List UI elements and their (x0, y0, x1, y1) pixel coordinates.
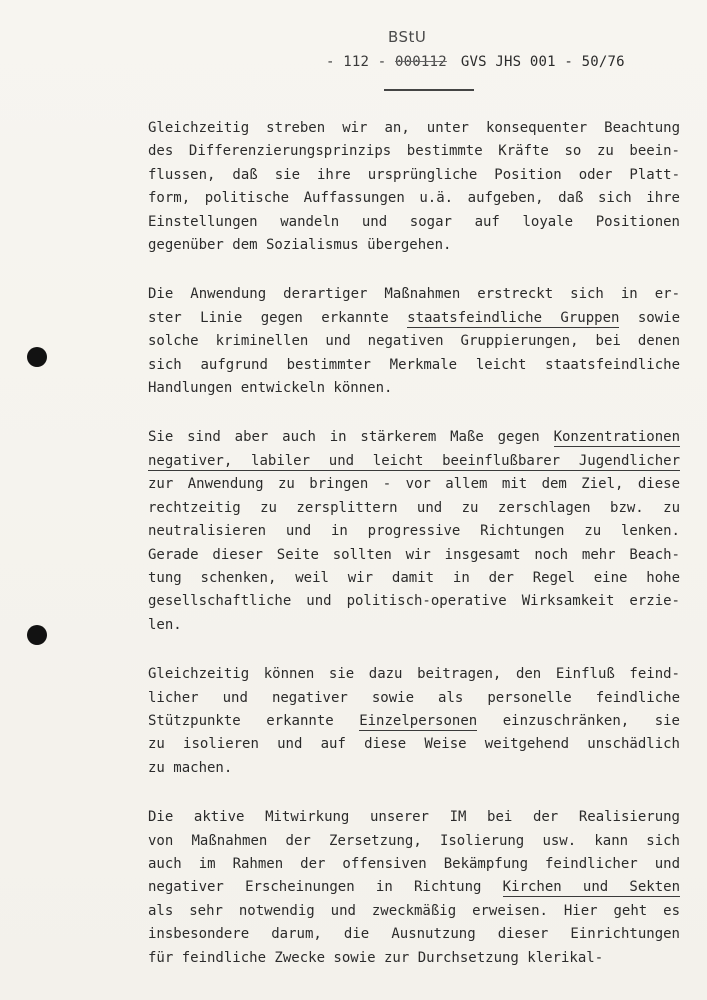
archive-number: 000112 (395, 54, 447, 70)
text-line: solche kriminellen und negativen Gruppierungen, bei denen (148, 333, 680, 350)
text-line: Die Anwendung derartiger Maßnahmen erstreckt sich in er- (148, 286, 680, 303)
header-rule (384, 89, 474, 91)
paragraph (148, 283, 680, 400)
paragraph (148, 426, 680, 637)
punch-hole-lower (27, 625, 47, 645)
text-segment: sowie (619, 309, 681, 326)
text-line (148, 426, 680, 449)
text-line: sich aufgrund bestimmter Merkmale leicht staatsfeindliche (148, 356, 680, 373)
text-segment: ster Linie gegen erkannte (148, 309, 408, 326)
text-line: Gerade dieser Seite sollten wir insgesamt noch mehr Beach- (148, 546, 680, 563)
text-line (148, 450, 680, 473)
text-line: auch im Rahmen der offensiven Bekämpfung feindlicher und (148, 855, 680, 872)
archive-stamp: BStU (388, 28, 427, 46)
text-line: neutralisieren und in progressive Richtungen zu lenken. (148, 523, 680, 540)
underlined-term: Kirchen und Sekten (502, 879, 681, 896)
classification-reference: GVS JHS 001 - 50/76 (460, 54, 625, 70)
text-line: Gleichzeitig streben wir an, unter konsequenter Beachtung (148, 120, 680, 136)
text-line: Gleichzeitig können sie dazu beitragen, den Einfluß feind- (148, 666, 680, 683)
text-line: rechtzeitig zu zersplittern und zu zerschlagen bzw. zu (148, 499, 680, 516)
paragraph (148, 117, 680, 257)
text-line: Handlungen entwickeln können. (148, 380, 393, 397)
text-line: zur Anwendung zu bringen - vor allem mit dem Ziel, diese (148, 476, 680, 493)
text-line: insbesondere darum, die Ausnutzung dieser Einrichtungen (148, 926, 680, 943)
underlined-term: Einzelpersonen (359, 712, 478, 729)
text-line: von Maßnahmen der Zersetzung, Isolierung usw. kann sich (148, 832, 680, 849)
underlined-term: staatsfeindliche Gruppen (407, 309, 620, 326)
text-line: flussen, daß sie ihre ursprüngliche Position oder Platt- (148, 166, 680, 183)
text-line: licher und negativer sowie als personelle feindliche (148, 689, 680, 706)
text-line: len. (148, 616, 182, 633)
text-line (148, 876, 680, 899)
body-text (148, 117, 680, 996)
text-line: als sehr notwendig und zweckmäßig erweisen. Hier geht es (148, 902, 680, 919)
underlined-term: Konzentrationen (553, 429, 680, 446)
text-line (148, 710, 680, 733)
text-line: Die aktive Mitwirkung unserer IM bei der Realisierung (148, 809, 680, 826)
reference-line (326, 54, 625, 70)
text-line: für feindliche Zwecke sowie zur Durchsetzung klerikal- (148, 949, 604, 966)
page-reference: - 112 - (326, 54, 387, 70)
text-segment: Stützpunkte erkannte (148, 712, 360, 729)
text-line: zu isolieren und auf diese Weise weitgehend unschädlich (148, 736, 680, 753)
text-line: tung schenken, weil wir damit in der Regel eine hohe (148, 569, 680, 586)
text-segment: Sie sind aber auch in stärkerem Maße gegen (148, 429, 554, 446)
text-segment: negativer Erscheinungen in Richtung (148, 879, 503, 896)
text-line: gesellschaftliche und politisch-operative Wirksamkeit erzie- (148, 593, 680, 610)
text-line: zu machen. (148, 759, 233, 776)
text-line: Einstellungen wandeln und sogar auf loyale Positionen (148, 213, 680, 230)
punch-hole-upper (27, 347, 47, 367)
text-line: des Differenzierungsprinzips bestimmte Kräfte so zu beein- (148, 143, 680, 160)
paragraph (148, 806, 680, 970)
text-line: gegenüber dem Sozialismus übergehen. (148, 237, 452, 254)
text-segment: einzuschränken, sie (477, 712, 680, 729)
paragraph (148, 663, 680, 780)
underlined-term: negativer, labiler und leicht beeinflußbarer Jugendlicher (148, 452, 680, 469)
text-line (148, 307, 680, 330)
text-line: form, politische Auffassungen u.ä. aufgeben, daß sich ihre (148, 190, 680, 207)
